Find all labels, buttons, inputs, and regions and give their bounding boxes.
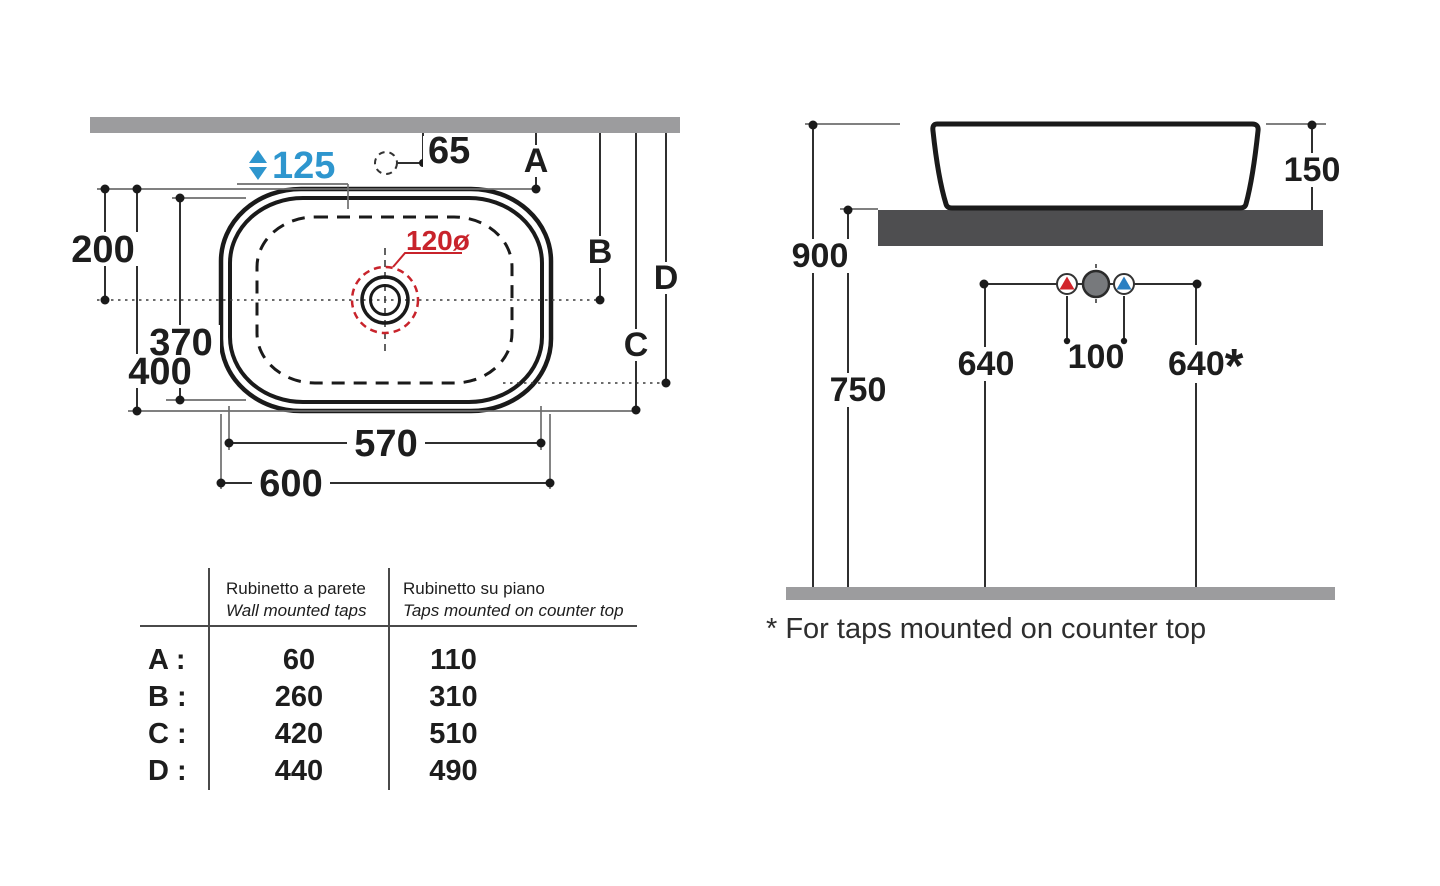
table-header-wall-mounted [208,568,388,627]
row-label-d: D : [148,755,187,787]
dim-dot [546,479,555,488]
value-b-counter: 310 [388,679,637,716]
value-c-wall: 420 [208,716,388,753]
dim-dot [537,439,546,448]
dim-label-640-counter-value: 640 [1168,345,1225,383]
basin-profile [933,124,1258,208]
table-header-counter-mounted [388,568,637,627]
taps-dimension-table [140,568,637,790]
ref-label-d: D [653,259,679,297]
dim-label-100: 100 [1067,338,1125,376]
top-view [64,117,683,505]
dim-dot [980,280,989,289]
depth-arrows-icon [249,150,267,180]
header-english: Taps mounted on counter top [403,601,624,621]
header-italian: Rubinetto su piano [403,579,545,598]
table-spacer [140,627,208,642]
counter-top-section [878,210,1323,246]
dim-dot [1308,121,1317,130]
arrow-up-icon [249,150,267,163]
arrow-down-icon [249,167,267,180]
dim-dot [133,185,142,194]
dim-dot [225,439,234,448]
row-label-a: A : [148,644,186,676]
dim-label-400: 400 [128,351,192,393]
front-view [782,121,1341,601]
dim-label-125: 125 [272,145,336,187]
dim-dot [1193,280,1202,289]
footnote-marker-asterisk: * [1224,340,1244,393]
dim-label-640-counter [1168,340,1244,393]
row-label-b: B : [148,681,187,713]
ref-label-a: A [523,142,549,180]
dim-dot [133,407,142,416]
dim-label-370: 370 [149,322,213,364]
dim-dot [632,406,641,415]
dim-label-750: 750 [829,371,887,409]
floor-section [786,587,1335,600]
header-english: Wall mounted taps [226,601,367,621]
dim-dot [101,296,110,305]
dim-dot [809,121,818,130]
table-spacer [388,627,637,642]
spout-hole-circle [1083,271,1109,297]
ref-label-b: B [587,233,613,271]
dim-dot [844,206,853,215]
header-italian: Rubinetto a parete [226,579,366,598]
value-a-wall: 60 [208,642,388,679]
dim-dot [596,296,605,305]
value-a-counter: 110 [388,642,637,679]
dim-label-570: 570 [354,423,418,465]
dim-dot [176,396,185,405]
dim-label-150: 150 [1283,151,1341,189]
dim-label-65: 65 [428,130,471,172]
dim-dot [217,479,226,488]
dim-dot [101,185,110,194]
wall-section [90,117,680,133]
dim-label-600: 600 [259,463,323,505]
row-label-c: C : [148,718,187,750]
table-corner-cell [140,568,208,627]
value-b-wall: 260 [208,679,388,716]
value-c-counter: 510 [388,716,637,753]
dim-dot [532,185,541,194]
tap-hole-symbols [1057,264,1134,304]
ref-label-c: C [623,326,649,364]
dim-label-drain-diameter: 120ø [406,225,470,256]
dim-label-900: 900 [791,237,849,275]
value-d-counter: 490 [388,753,637,790]
tap-hole-hidden-circle [375,152,397,174]
value-d-wall: 440 [208,753,388,790]
dim-label-200: 200 [71,229,135,271]
dim-dot [662,379,671,388]
dim-label-640-wall: 640 [957,345,1015,383]
table-spacer [208,627,388,642]
dim-dot [176,194,185,203]
footnote-text: * For taps mounted on counter top [766,613,1207,645]
